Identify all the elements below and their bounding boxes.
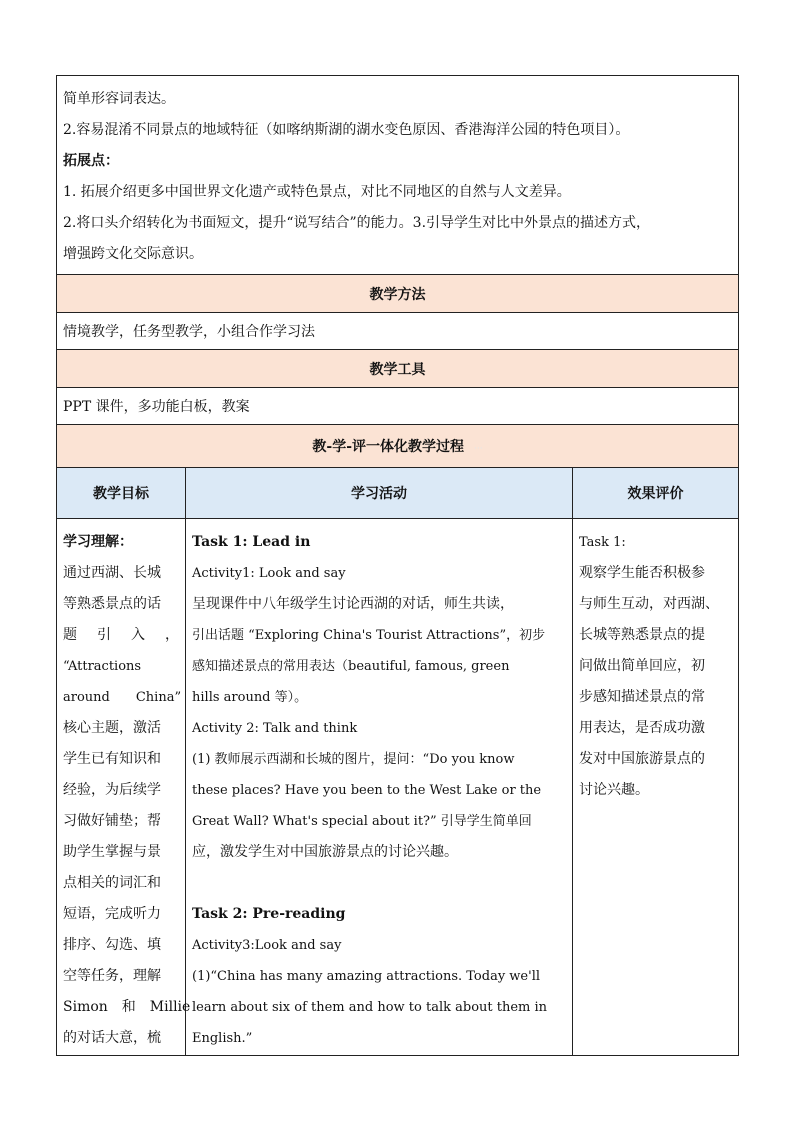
evaluation-line: 观察学生能否积极参 bbox=[579, 565, 705, 581]
lesson-plan-page bbox=[56, 75, 738, 1056]
activity-line: English.” bbox=[192, 1031, 253, 1046]
process-heading-row bbox=[57, 425, 739, 468]
evaluation-line: 发对中国旅游景点的 bbox=[579, 751, 705, 767]
column-header-row bbox=[57, 468, 739, 519]
content-row bbox=[57, 519, 739, 1056]
column-header-goal: 教学目标 bbox=[57, 468, 186, 519]
extension-heading: 拓展点： bbox=[63, 153, 119, 169]
evaluation-line: 用表达，是否成功激 bbox=[579, 720, 705, 736]
lesson-plan-table bbox=[56, 75, 739, 1056]
evaluation-line: 步感知描述景点的常 bbox=[579, 689, 705, 705]
task-heading: Task 1: Lead in bbox=[192, 534, 311, 550]
goal-line: “Attractions bbox=[63, 659, 142, 674]
intro-line: 简单形容词表达。 bbox=[63, 91, 175, 107]
activity-title: Activity 2: Talk and think bbox=[192, 721, 358, 736]
methods-content: 情境教学，任务型教学，小组合作学习法 bbox=[57, 313, 739, 350]
activity-line: (1)“China has many amazing attractions. Today we'll bbox=[192, 969, 541, 984]
goal-cell bbox=[57, 519, 191, 1056]
activity-line: these places? Have you been to the West Lake or the bbox=[192, 783, 542, 798]
evaluation-task: Task 1: bbox=[579, 535, 626, 550]
goal-line: 习做好铺垫；帮 bbox=[63, 813, 161, 829]
watermark-mark: ··· bbox=[474, 444, 483, 454]
evaluation-line: 与师生互动，对西湖、 bbox=[579, 596, 719, 612]
blank-line bbox=[192, 868, 566, 899]
goal-line: Simon 和 Millie bbox=[63, 999, 191, 1015]
evaluation-line: 问做出简单回应，初 bbox=[579, 658, 705, 674]
tools-heading: 教学工具 bbox=[57, 350, 739, 388]
tools-content-row bbox=[57, 388, 739, 425]
goal-line: 通过西湖、长城 bbox=[63, 565, 161, 581]
methods-content-row bbox=[57, 313, 739, 350]
methods-heading-row bbox=[57, 275, 739, 313]
goal-line: 学生已有知识和 bbox=[63, 751, 161, 767]
intro-line: 2.将口头介绍转化为书面短文，提升“说写结合”的能力。3.引导学生对比中外景点的描述方式， bbox=[63, 215, 651, 231]
intro-line: 增强跨文化交际意识。 bbox=[63, 246, 203, 262]
process-heading: 教-学-评一体化教学过程 bbox=[312, 439, 465, 455]
evaluation-line: 长城等熟悉景点的提 bbox=[579, 627, 705, 643]
activity-line: 引出话题 “Exploring China's Tourist Attractions”，初步 bbox=[192, 628, 546, 643]
tools-content: PPT 课件，多功能白板，教案 bbox=[57, 388, 739, 425]
tools-heading-row bbox=[57, 350, 739, 388]
methods-heading: 教学方法 bbox=[57, 275, 739, 313]
goal-heading: 学习理解： bbox=[63, 534, 133, 550]
activity-line: 感知描述景点的常用表达（beautiful, famous, green bbox=[192, 659, 510, 674]
goal-line: 空等任务，理解 bbox=[63, 968, 161, 984]
goal-line: 短语，完成听力 bbox=[63, 906, 161, 922]
activity-line: hills around 等）。 bbox=[192, 690, 308, 705]
goal-line: 题 引 入 ， bbox=[63, 627, 179, 643]
activity-cell bbox=[186, 519, 573, 1056]
intro-line: 2.容易混淆不同景点的地域特征（如喀纳斯湖的湖水变色原因、香港海洋公园的特色项目）。 bbox=[63, 122, 630, 138]
activity-line: (1) 教师展示西湖和长城的图片，提问：“Do you know bbox=[192, 752, 515, 767]
process-heading-cell bbox=[57, 425, 739, 468]
goal-line: 核心主题，激活 bbox=[63, 720, 161, 736]
goal-line: 的对话大意，梳 bbox=[63, 1030, 161, 1046]
activity-line: 应，激发学生对中国旅游景点的讨论兴趣。 bbox=[192, 844, 458, 860]
evaluation-cell bbox=[573, 519, 739, 1056]
column-header-evaluation: 效果评价 bbox=[573, 468, 739, 519]
goal-line: 助学生掌握与景 bbox=[63, 844, 161, 860]
activity-title: Activity3:Look and say bbox=[192, 938, 342, 953]
intro-row bbox=[57, 76, 739, 275]
goal-line: 等熟悉景点的话 bbox=[63, 596, 161, 612]
activity-line: Great Wall? What's special about it?” 引导学生简单回 bbox=[192, 814, 532, 829]
goal-line: 排序、勾选、填 bbox=[63, 937, 161, 953]
goal-line: 经验，为后续学 bbox=[63, 782, 161, 798]
goal-line: 点相关的词汇和 bbox=[63, 875, 161, 891]
activity-title: Activity1: Look and say bbox=[192, 566, 346, 581]
activity-line: 呈现课件中八年级学生讨论西湖的对话，师生共读， bbox=[192, 596, 514, 612]
activity-line: learn about six of them and how to talk about them in bbox=[192, 1000, 548, 1015]
intro-line: 1. 拓展介绍更多中国世界文化遗产或特色景点，对比不同地区的自然与人文差异。 bbox=[63, 184, 571, 200]
evaluation-line: 讨论兴趣。 bbox=[579, 782, 649, 798]
column-header-activity: 学习活动 bbox=[186, 468, 573, 519]
goal-line: around China” bbox=[63, 690, 182, 705]
difficulty-extension-cell bbox=[57, 76, 739, 275]
task-heading: Task 2: Pre-reading bbox=[192, 906, 346, 922]
